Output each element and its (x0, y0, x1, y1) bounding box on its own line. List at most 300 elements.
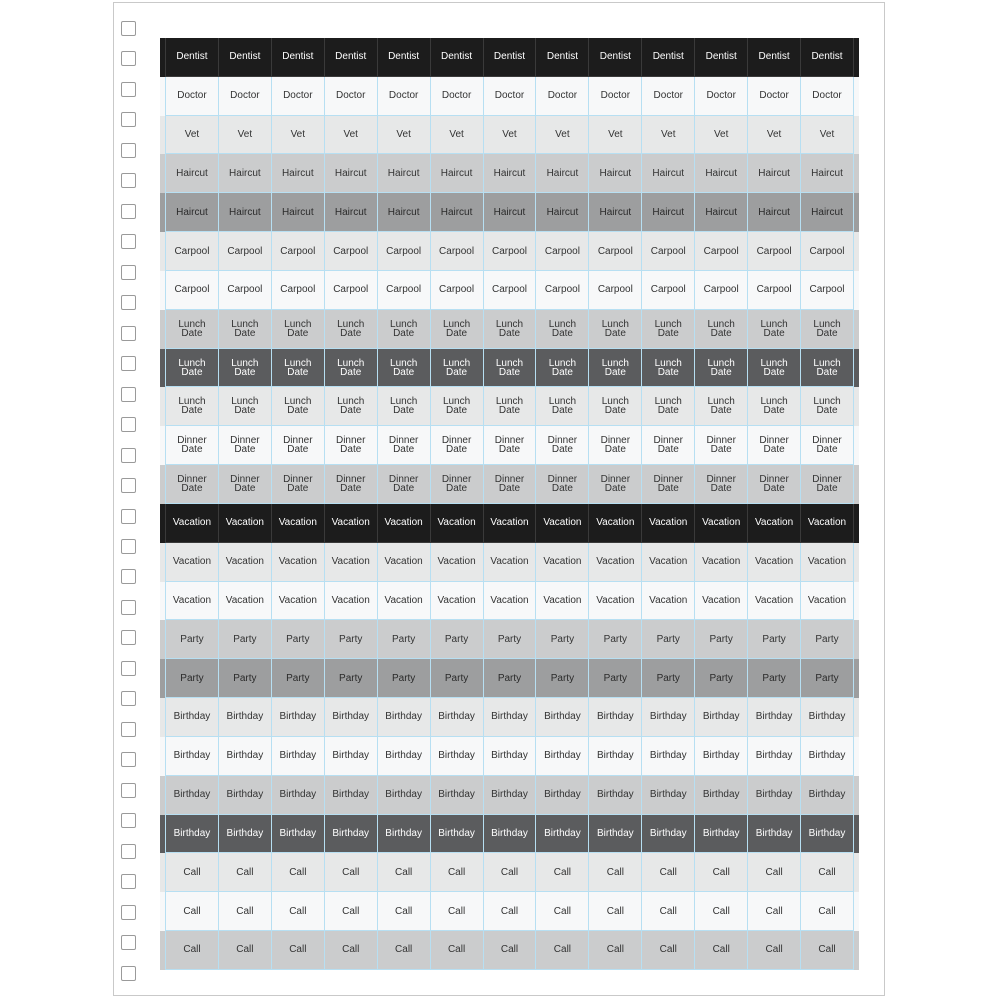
sticker: Lunch Date (378, 310, 431, 349)
binder-hole (121, 935, 136, 950)
sticker: Carpool (325, 271, 378, 310)
sticker: Vet (378, 116, 431, 155)
sticker: Carpool (219, 232, 272, 271)
binder-hole (121, 600, 136, 615)
sticker: Lunch Date (484, 349, 537, 388)
sticker: Call (378, 853, 431, 892)
sticker: Call (695, 892, 748, 931)
sticker: Vacation (536, 582, 589, 621)
sticker: Lunch Date (748, 387, 801, 426)
sticker: Haircut (325, 154, 378, 193)
sticker: Call (801, 931, 854, 970)
sticker-row (160, 426, 859, 465)
sticker: Lunch Date (325, 387, 378, 426)
sticker: Lunch Date (748, 349, 801, 388)
sticker: Party (219, 620, 272, 659)
sticker: Doctor (272, 77, 325, 116)
sticker: Doctor (536, 77, 589, 116)
binder-hole (121, 295, 136, 310)
sticker: Vacation (642, 543, 695, 582)
binder-hole (121, 204, 136, 219)
sticker: Carpool (536, 232, 589, 271)
sticker: Lunch Date (695, 349, 748, 388)
sticker: Carpool (378, 232, 431, 271)
sticker: Dentist (801, 38, 854, 77)
binder-hole (121, 82, 136, 97)
sticker: Birthday (484, 737, 537, 776)
sticker-row (160, 154, 859, 193)
sticker: Lunch Date (536, 349, 589, 388)
sticker: Vet (536, 116, 589, 155)
sticker-row (160, 504, 859, 543)
sticker: Dinner Date (431, 465, 484, 504)
sticker-row (160, 659, 859, 698)
sticker: Call (801, 853, 854, 892)
sticker: Birthday (801, 698, 854, 737)
sticker-row (160, 853, 859, 892)
sticker: Vacation (589, 543, 642, 582)
sticker: Vacation (801, 543, 854, 582)
sticker: Lunch Date (272, 387, 325, 426)
sticker: Vacation (589, 504, 642, 543)
sticker-row (160, 776, 859, 815)
sticker: Haircut (219, 154, 272, 193)
sticker: Dentist (484, 38, 537, 77)
sticker: Haircut (484, 154, 537, 193)
binder-hole (121, 539, 136, 554)
sticker: Party (642, 659, 695, 698)
sticker: Vet (589, 116, 642, 155)
sticker: Vacation (484, 582, 537, 621)
sticker: Vacation (801, 582, 854, 621)
sticker: Carpool (589, 271, 642, 310)
sticker: Birthday (378, 698, 431, 737)
sticker-row (160, 582, 859, 621)
sticker: Vacation (695, 582, 748, 621)
sticker: Vacation (748, 504, 801, 543)
sticker: Call (431, 853, 484, 892)
sticker: Call (378, 892, 431, 931)
sticker-row (160, 892, 859, 931)
sticker: Vacation (748, 543, 801, 582)
sticker: Carpool (219, 271, 272, 310)
sticker: Call (165, 931, 219, 970)
sticker: Dentist (536, 38, 589, 77)
sticker: Call (801, 892, 854, 931)
sticker: Birthday (431, 776, 484, 815)
sticker: Haircut (378, 154, 431, 193)
sticker: Party (165, 659, 219, 698)
sticker: Dinner Date (219, 426, 272, 465)
sticker: Carpool (801, 271, 854, 310)
sticker: Party (642, 620, 695, 659)
sticker: Vacation (272, 543, 325, 582)
sticker: Birthday (801, 776, 854, 815)
sticker: Call (642, 892, 695, 931)
sticker: Birthday (219, 815, 272, 854)
sticker: Haircut (484, 193, 537, 232)
sticker: Vacation (642, 504, 695, 543)
sticker: Dinner Date (325, 426, 378, 465)
sticker: Haircut (272, 193, 325, 232)
sticker: Birthday (378, 815, 431, 854)
sticker: Call (589, 892, 642, 931)
sticker: Haircut (589, 193, 642, 232)
sticker: Doctor (484, 77, 537, 116)
sticker: Haircut (431, 193, 484, 232)
sticker: Vacation (165, 504, 219, 543)
sticker: Vacation (748, 582, 801, 621)
sticker: Vacation (219, 543, 272, 582)
sticker: Haircut (378, 193, 431, 232)
sticker: Party (431, 620, 484, 659)
sticker: Birthday (748, 815, 801, 854)
sticker: Vet (642, 116, 695, 155)
sticker: Vacation (431, 543, 484, 582)
sticker: Dinner Date (748, 426, 801, 465)
sticker: Vacation (378, 582, 431, 621)
sticker: Vacation (484, 543, 537, 582)
sticker: Dinner Date (272, 465, 325, 504)
sticker: Vacation (325, 582, 378, 621)
sticker: Dentist (695, 38, 748, 77)
sticker: Birthday (589, 776, 642, 815)
sticker: Carpool (165, 232, 219, 271)
sticker: Dinner Date (219, 465, 272, 504)
sticker: Vacation (219, 582, 272, 621)
sticker: Dentist (589, 38, 642, 77)
sticker: Birthday (589, 698, 642, 737)
sticker: Party (748, 620, 801, 659)
sticker: Vacation (325, 543, 378, 582)
binder-hole (121, 783, 136, 798)
sticker: Doctor (801, 77, 854, 116)
sticker: Birthday (642, 815, 695, 854)
sticker-row (160, 737, 859, 776)
sticker-row (160, 465, 859, 504)
sticker: Dinner Date (801, 465, 854, 504)
sticker: Lunch Date (589, 349, 642, 388)
binder-hole (121, 874, 136, 889)
sticker: Lunch Date (219, 387, 272, 426)
sticker-row (160, 543, 859, 582)
sticker: Birthday (165, 815, 219, 854)
sticker: Vet (325, 116, 378, 155)
binder-hole (121, 569, 136, 584)
sticker: Vet (484, 116, 537, 155)
sticker: Birthday (748, 698, 801, 737)
sticker: Vacation (378, 543, 431, 582)
sticker: Vet (165, 116, 219, 155)
sticker: Lunch Date (378, 387, 431, 426)
sticker: Haircut (165, 154, 219, 193)
sticker: Lunch Date (165, 387, 219, 426)
sticker: Birthday (431, 698, 484, 737)
sticker: Dentist (272, 38, 325, 77)
sticker: Party (272, 620, 325, 659)
sticker: Haircut (165, 193, 219, 232)
sticker: Birthday (695, 776, 748, 815)
sticker: Haircut (272, 154, 325, 193)
sticker: Call (484, 853, 537, 892)
sticker-row (160, 193, 859, 232)
sticker: Call (484, 892, 537, 931)
sticker: Doctor (695, 77, 748, 116)
sticker: Haircut (536, 154, 589, 193)
sticker: Call (219, 931, 272, 970)
sticker: Vacation (272, 504, 325, 543)
sticker: Party (484, 659, 537, 698)
sticker: Lunch Date (695, 387, 748, 426)
sticker: Dinner Date (536, 465, 589, 504)
sticker: Birthday (219, 737, 272, 776)
sticker: Birthday (589, 737, 642, 776)
sticker: Birthday (695, 737, 748, 776)
sticker: Call (748, 931, 801, 970)
sticker: Lunch Date (378, 349, 431, 388)
sticker: Vacation (695, 504, 748, 543)
sticker-row (160, 116, 859, 155)
sticker: Haircut (325, 193, 378, 232)
sticker: Lunch Date (431, 310, 484, 349)
sticker: Birthday (801, 737, 854, 776)
binder-hole (121, 173, 136, 188)
binder-hole (121, 661, 136, 676)
sticker: Vacation (325, 504, 378, 543)
binder-hole (121, 630, 136, 645)
sticker-row (160, 77, 859, 116)
sticker: Doctor (589, 77, 642, 116)
sticker: Dentist (165, 38, 219, 77)
sticker: Dinner Date (589, 426, 642, 465)
sticker: Lunch Date (272, 310, 325, 349)
sticker: Call (536, 892, 589, 931)
sticker: Birthday (431, 815, 484, 854)
sticker-row (160, 310, 859, 349)
sticker: Lunch Date (589, 387, 642, 426)
sticker: Carpool (378, 271, 431, 310)
sticker: Birthday (272, 698, 325, 737)
sticker: Vacation (801, 504, 854, 543)
sticker: Carpool (325, 232, 378, 271)
sticker: Party (748, 659, 801, 698)
sticker: Lunch Date (748, 310, 801, 349)
sticker: Haircut (695, 193, 748, 232)
sticker: Dinner Date (378, 426, 431, 465)
sticker: Lunch Date (801, 310, 854, 349)
sticker: Dinner Date (272, 426, 325, 465)
sticker: Call (272, 892, 325, 931)
sticker: Dentist (378, 38, 431, 77)
sticker: Party (325, 620, 378, 659)
sticker: Carpool (801, 232, 854, 271)
sticker: Birthday (536, 698, 589, 737)
binder-hole (121, 387, 136, 402)
binder-hole (121, 722, 136, 737)
sticker: Birthday (378, 737, 431, 776)
sticker: Birthday (165, 698, 219, 737)
sticker: Lunch Date (325, 349, 378, 388)
binder-hole (121, 691, 136, 706)
sticker-row (160, 387, 859, 426)
sticker: Call (589, 931, 642, 970)
sticker: Party (272, 659, 325, 698)
sticker: Birthday (748, 776, 801, 815)
sticker: Lunch Date (272, 349, 325, 388)
sticker: Party (431, 659, 484, 698)
sticker: Call (431, 931, 484, 970)
binder-hole (121, 448, 136, 463)
sticker: Call (219, 892, 272, 931)
sticker: Lunch Date (642, 310, 695, 349)
sticker: Vacation (431, 582, 484, 621)
sticker: Dentist (219, 38, 272, 77)
sticker: Dentist (325, 38, 378, 77)
sticker: Call (325, 931, 378, 970)
binder-hole (121, 21, 136, 36)
sticker: Party (589, 659, 642, 698)
sticker: Haircut (536, 193, 589, 232)
sticker: Dinner Date (165, 465, 219, 504)
sticker: Birthday (325, 776, 378, 815)
sticker: Vacation (219, 504, 272, 543)
binder-hole (121, 966, 136, 981)
binder-holes (121, 21, 141, 981)
sticker: Call (272, 931, 325, 970)
sticker: Lunch Date (484, 387, 537, 426)
sticker-row (160, 232, 859, 271)
sticker: Call (325, 853, 378, 892)
sticker: Carpool (272, 232, 325, 271)
sticker: Dinner Date (589, 465, 642, 504)
sticker: Doctor (378, 77, 431, 116)
sticker: Birthday (165, 776, 219, 815)
sticker: Vacation (536, 504, 589, 543)
sticker: Lunch Date (484, 310, 537, 349)
sticker: Call (695, 853, 748, 892)
sticker-row (160, 698, 859, 737)
sticker: Birthday (325, 815, 378, 854)
sticker: Call (695, 931, 748, 970)
sticker: Haircut (589, 154, 642, 193)
sticker: Birthday (272, 776, 325, 815)
sticker: Party (325, 659, 378, 698)
binder-hole (121, 356, 136, 371)
binder-hole (121, 143, 136, 158)
sticker: Doctor (165, 77, 219, 116)
sticker: Party (165, 620, 219, 659)
binder-hole (121, 326, 136, 341)
sticker: Dentist (431, 38, 484, 77)
sticker: Carpool (272, 271, 325, 310)
sticker: Lunch Date (536, 310, 589, 349)
sticker: Dinner Date (378, 465, 431, 504)
sticker: Call (165, 853, 219, 892)
sticker: Carpool (165, 271, 219, 310)
sticker: Dinner Date (642, 426, 695, 465)
sticker-row (160, 38, 859, 77)
sticker: Party (589, 620, 642, 659)
binder-hole (121, 417, 136, 432)
sticker: Haircut (695, 154, 748, 193)
sticker: Carpool (642, 271, 695, 310)
sticker: Haircut (801, 193, 854, 232)
sticker: Dinner Date (695, 426, 748, 465)
sticker: Lunch Date (325, 310, 378, 349)
sticker: Party (695, 659, 748, 698)
sticker: Party (484, 620, 537, 659)
sticker: Vet (695, 116, 748, 155)
binder-hole (121, 51, 136, 66)
sticker: Vacation (165, 582, 219, 621)
sticker: Vet (219, 116, 272, 155)
sticker: Birthday (642, 776, 695, 815)
sticker-row (160, 931, 859, 970)
sticker: Carpool (589, 232, 642, 271)
sticker: Birthday (272, 815, 325, 854)
sticker: Doctor (748, 77, 801, 116)
sticker: Birthday (484, 776, 537, 815)
sticker: Carpool (642, 232, 695, 271)
sticker: Party (378, 659, 431, 698)
sticker: Haircut (748, 154, 801, 193)
sticker: Lunch Date (219, 349, 272, 388)
sticker: Carpool (748, 271, 801, 310)
sticker: Call (642, 853, 695, 892)
sticker: Lunch Date (695, 310, 748, 349)
sticker: Dinner Date (484, 465, 537, 504)
sticker: Birthday (484, 815, 537, 854)
sticker: Vet (272, 116, 325, 155)
sticker: Birthday (165, 737, 219, 776)
sticker: Birthday (695, 815, 748, 854)
sticker: Vet (431, 116, 484, 155)
sticker: Birthday (325, 698, 378, 737)
sticker: Call (484, 931, 537, 970)
binder-hole (121, 844, 136, 859)
sticker: Party (801, 659, 854, 698)
sticker: Birthday (378, 776, 431, 815)
sticker: Party (219, 659, 272, 698)
sticker: Lunch Date (431, 349, 484, 388)
sticker: Birthday (536, 815, 589, 854)
sticker: Dentist (748, 38, 801, 77)
sticker: Party (801, 620, 854, 659)
sticker: Vacation (272, 582, 325, 621)
sticker: Vacation (642, 582, 695, 621)
sticker: Lunch Date (801, 349, 854, 388)
sticker: Carpool (695, 271, 748, 310)
sticker: Party (536, 659, 589, 698)
binder-hole (121, 478, 136, 493)
sticker: Dinner Date (695, 465, 748, 504)
sticker-row (160, 349, 859, 388)
sticker: Lunch Date (642, 387, 695, 426)
sticker: Carpool (484, 232, 537, 271)
sticker: Vacation (378, 504, 431, 543)
sticker: Dinner Date (325, 465, 378, 504)
sticker: Haircut (642, 154, 695, 193)
binder-hole (121, 752, 136, 767)
sticker: Vacation (536, 543, 589, 582)
sticker: Doctor (325, 77, 378, 116)
sticker: Lunch Date (431, 387, 484, 426)
sticker: Call (536, 853, 589, 892)
sticker: Dinner Date (484, 426, 537, 465)
sticker: Dentist (642, 38, 695, 77)
sticker: Birthday (536, 776, 589, 815)
binder-hole (121, 112, 136, 127)
